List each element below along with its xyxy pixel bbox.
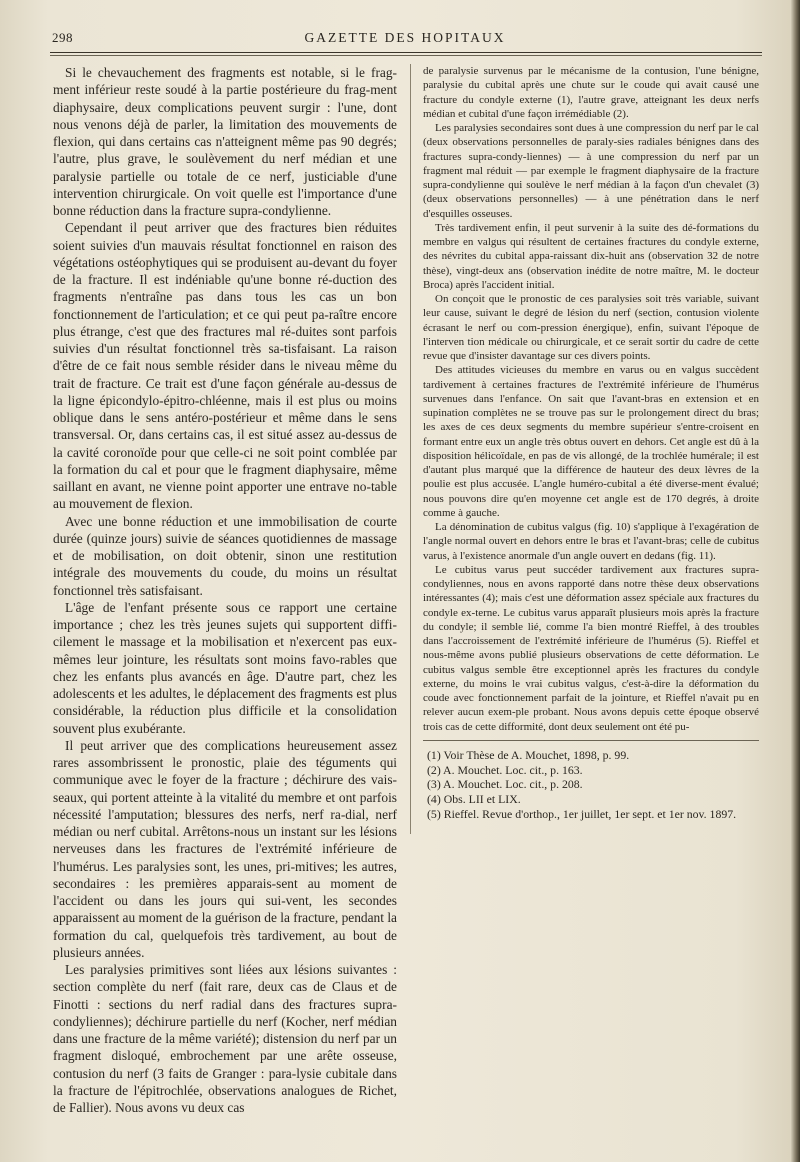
footnote-rule [423, 740, 759, 741]
paragraph: Cependant il peut arriver que des fractures bien réduites soient suivies d'un mauvais résultat fonctionnel en raison des végétations ostéophytiques qui se produisent au-devant du foyer de la fracture. Il est indéniable qu'une bonne ré-duction des fragments n'entraîne pas dans tous les cas un bon fonctionnement de l'articulation; et ce qui peut pa-raître encore plus étrange, c'est que des fractures mal ré-duites sont parfois suivies d'un résultat fonctionnel très sa-tisfaisant. La raison d'être de ce fait nous semble résider dans le niveau même du trait de fracture. Ce trait est d'une façon générale au-dessus de la ligne épicondylo-épitro-chléenne, mais il est plus ou moins oblique dans le sens antéro-postérieur et même dans le sens transversal. Or, dans certains cas, il est situé assez au-dessus de la cavité coronoïde pour que celle-ci ne soit point comblée par la formation du cal et pour que le fragment diaphysaire, même saillant en avant, ne vienne point apporter une entrave no-table au mouvement de flexion. [53, 220, 397, 512]
paragraph: Les paralysies secondaires sont dues à une compression du nerf par le cal (deux observations personnelles de paraly-sies radiales bénignes dans des fractures supra-condy-liennes) — à une compression du nerf par un fragment mal réduit — par exemple le fragment diaphysaire de la fracture supra-condylienne qui soulève le nerf médian à la façon d'un chevalet (3) (deux observations personnelles) — à une pénétration dans le nerf d'esquilles osseuses. [423, 122, 759, 220]
paragraph: Il peut arriver que des complications heureusement assez rares assombrissent le pronostic, plaie des téguments qui communique avec le foyer de la fracture ; déchirure des vais-seaux, qui portent atteinte à la vitalité du membre et ont parfois nécessité l'amputation; blessures des nerfs, nerf ra-dial, nerf médian ou nerf cubital. Arrêtons-nous un instant sur les lésions nerveuses dans les fractures de l'extrémité inférieure de l'humérus. Les paralysies sont, les unes, pri-mitives; les autres, secondaires : les premières apparais-sent au moment de l'accident ou dans les jours qui sui-vent, les secondes apparaissent au moment de la guérison de la fracture, pendant la formation du cal, quelquefois très tardivement, au bout de plusieurs années. [53, 737, 397, 960]
footnote: (3) A. Mouchet. Loc. cit., p. 208. [427, 777, 583, 792]
header-rule-secondary [50, 55, 762, 56]
paragraph: La dénomination de cubitus valgus (fig. 10) s'applique à l'exagération de l'angle normal ouvert en dehors entre le bras et l'avant-bras; celle de cubitus varus, à l'existence anormale d'un angle ouvert en dedans (fig. 11). [423, 521, 759, 562]
running-title: GAZETTE DES HOPITAUX [304, 30, 506, 45]
paragraph: Avec une bonne réduction et une immobilisation de courte durée (quinze jours) suivie de séances quotidiennes de massage et de mobilisation, on doit obtenir, sinon une restitution intégrale des mouvements du coude, du moins un résultat fonctionnel très satisfaisant. [53, 513, 397, 598]
paragraph: Le cubitus varus peut succéder tardivement aux fractures supra-condyliennes, nous en avons rapporté dans notre thèse deux observations intéressantes (4); mais c'est une déformation assez spéciale aux fractures du condyle ex-terne. Le cubitus varus apparaît plusieurs mois après la fracture du condyle; il semble lié, comme l'a bien montré Rieffel, à des troubles dans l'accroissement de l'extrémité inférieure de l'humérus (5). Rieffel et nous-même avons publié plusieurs observations de cette déformation. Le cubitus valgus semble être exceptionnel après les fractures du condyle externe, du moins le vrai cubitus valgus, c'est-à-dire la déformation du coude avec fonctionnement parfait de la jointure, et Rieffel n'avait pu en relever aucun exem-ple probant. Nous avons depuis cette époque observé trois cas de cette difformité, dont deux seulement ont été pu- [423, 563, 759, 733]
paragraph: L'âge de l'enfant présente sous ce rapport une certaine importance ; chez les très jeunes sujets qui supportent diffi-cilement le massage et la mobilisation et n'exercent pas eux-mêmes leur jointure, les résultats sont moins favo-rables que chez les enfants plus avancés en âge. D'autre part, chez les adolescents et les adultes, le déplacement des fragments est plus considérable, la réduction plus difficile et la consolidation souvent plus exubérante. [53, 599, 397, 736]
paragraph: Si le chevauchement des fragments est notable, si le frag-ment inférieur reste soudé à la partie postérieure du frag-ment diaphysaire, deux complications peuvent surgir : l'une, dont nous venons déjà de parler, la limitation des mouvements de flexion, qui dans certains cas n'atteignent même pas 90 degrés; l'autre, plus grave, le soulèvement du nerf médian et une paralysie partielle ou totale de ce nerf, justiciable d'une intervention chirurgicale. On voit quelle est l'importance d'une bonne réduction dans la fracture supra-condylienne. [53, 65, 397, 218]
paragraph: Des attitudes vicieuses du membre en varus ou en valgus succèdent tardivement à certaines fractures de l'extrémité inférieure de l'humérus survenues dans l'enfance. On sait que l'avant-bras en extension et en supination complètes ne se trouve pas sur le prolongement direct du bras; les axes de ces deux segments du membre supérieur s'entre-croisent en formant entre eux un angle très obtus ouvert en dehors. Cet angle est dû à la disposition hélicoïdale, en pas de vis allongé, de la trochlée humérale; il est d'autant plus marqué que la différence de hauteur des deux lèvres de la poulie est plus accusée. L'angle huméro-cubital a été diverse-ment évalué; nous pouvons dire qu'en moyenne cet angle est de 170 degrés, à droite comme à gauche. [423, 364, 759, 519]
footnote: (4) Obs. LII et LIX. [427, 792, 521, 807]
header-rule [50, 52, 762, 53]
page-header [50, 30, 760, 48]
page-edge-shadow [790, 0, 800, 1162]
paragraph: Très tardivement enfin, il peut survenir à la suite des dé-formations du membre en valgus qui résultent de certaines fractures du condyle externe, des névrites du cubital appa-raissant dix-huit ans (observation 32 de notre thèse), vingt-deux ans (observation inédite de notre maître, M. le docteur Broca) après l'accident initial. [423, 221, 759, 291]
footnote: (2) A. Mouchet. Loc. cit., p. 163. [427, 762, 583, 777]
left-column [53, 64, 397, 1116]
footnote: (5) Rieffel. Revue d'orthop., 1er juillet, 1er sept. et 1er nov. 1897. [427, 806, 737, 821]
paragraph: Les paralysies primitives sont liées aux lésions suivantes : section complète du nerf (fait rare, deux cas de Claus et de Finotti : sections du nerf radial dans des fractures supra-condyliennes); déchirure partielle du nerf (Kocher, nerf médian dans une fracture de la même variété); distension du nerf par un fragment disloqué, embrochement par une arête osseuse, contusion du nerf (3 faits de Granger : para-lysie cubitale dans la fracture de l'épitrochlée, observations analogues de Richet, de Fallier). Nous avons vu deux cas [53, 962, 397, 1115]
paragraph: On conçoit que le pronostic de ces paralysies soit très variable, suivant leur cause, suivant le degré de lésion du nerf (section, contusion violente écrasant le nerf ou com-pression énergique), enfin, suivant l'époque de l'interven tion médicale ou chirurgicale, et ce serait sortir du cadre de cette revue que d'insister davantage sur ces divers points. [423, 293, 759, 362]
footnote: (1) Voir Thèse de A. Mouchet, 1898, p. 99. [427, 748, 630, 762]
column-divider [410, 64, 411, 834]
paragraph: de paralysie survenus par le mécanisme de la contusion, l'une bénigne, paralysie du cubital après une chute sur le coude qui avait causé une fracture du condyle externe (1), l'autre grave, atteignant les deux nerfs médian et cubital d'une façon irrémédiable (2). [423, 65, 759, 120]
footnotes [427, 748, 757, 822]
right-column [423, 64, 759, 734]
page-number: 298 [52, 30, 73, 45]
